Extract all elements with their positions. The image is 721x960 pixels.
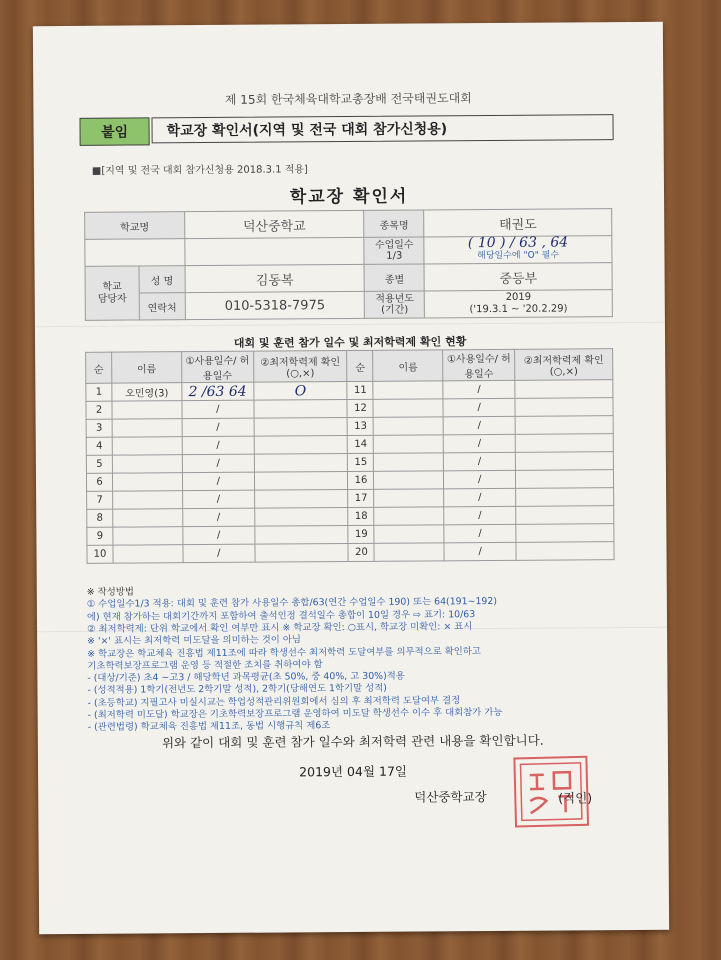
cell-days: / xyxy=(444,524,516,543)
cell-name xyxy=(112,401,182,419)
school-name: 덕산중학교 xyxy=(184,210,364,238)
cell-days: / xyxy=(443,434,515,453)
cell-no: 9 xyxy=(87,527,113,545)
cell-check xyxy=(254,526,348,545)
cell-days: / xyxy=(443,416,515,435)
cell-check xyxy=(515,452,613,471)
cell-no: 10 xyxy=(87,545,113,563)
cell-name xyxy=(113,509,183,527)
instruction-line: ※ 작성방법 xyxy=(86,586,134,598)
instruction-line: ※ '×' 표시는 최저학력 미도달을 의미하는 것이 아님 xyxy=(87,634,301,648)
cell-days: / xyxy=(182,436,254,455)
cell-name xyxy=(112,455,182,473)
cell-name xyxy=(113,491,183,509)
cell-no: 13 xyxy=(348,417,374,435)
status-caption: 대회 및 훈련 참가 일수 및 최저학력제 확인 현황 xyxy=(233,335,467,350)
signer: 덕산중학교장 xyxy=(414,789,487,805)
school-label: 학교명 xyxy=(85,212,185,240)
cell-check xyxy=(254,490,348,509)
cell-check xyxy=(515,416,613,435)
cell-check xyxy=(254,418,348,437)
category-label: 종별 xyxy=(364,264,424,291)
cell-no: 17 xyxy=(348,489,374,507)
instruction-line: 기초학력보장프로그램 운영 등 적절한 조치를 취하여야 함 xyxy=(87,659,323,672)
cell-check xyxy=(254,436,348,455)
header-days: ①사용일수/ 허용일수 xyxy=(181,351,253,383)
form-note: ■[지역 및 전국 대회 참가신청용 2018.3.1 적용] xyxy=(91,164,308,177)
header-name: 이름 xyxy=(112,352,182,383)
instruction-line: - (성적적용) 1학기(전년도 2학기말 성적), 2학기(당해연도 1학기말 성적) xyxy=(87,683,387,697)
sport-label: 종목명 xyxy=(364,210,424,237)
cell-check xyxy=(255,544,349,563)
confirm-text: 위와 같이 대회 및 훈련 참가 일수와 최저학력 관련 내용을 확인합니다. xyxy=(161,732,544,751)
attend-label: 수업일수 xyxy=(374,239,414,251)
period-value: ('19.3.1 ~ '20.2.29) xyxy=(469,303,568,316)
contact-value: 010-5318-7975 xyxy=(185,291,365,319)
cell-no: 20 xyxy=(348,543,374,561)
cell-days: / xyxy=(444,452,516,471)
year-value: 2019 xyxy=(505,291,532,303)
instruction-line: 에) 현재 참가하는 대회기간까지 포함하여 출석인정 결석일수 총합이 10일 경우 ⇨ 표기: 10/63 xyxy=(86,608,476,623)
cell-no: 3 xyxy=(86,419,112,437)
cell-days: / xyxy=(444,470,516,489)
header-no: 순 xyxy=(86,352,112,383)
instruction-line: ① 수업일수1/3 적용: 대회 및 훈련 참가 사용일수 총합/63(연간 수업일수 190) 또는 64(191~192) xyxy=(86,596,498,611)
attachment-label: 붙임 xyxy=(79,117,149,145)
cell-days: / xyxy=(444,506,516,525)
manager-label-2: 담당자 xyxy=(97,293,127,305)
cell-name xyxy=(112,419,182,437)
cell-name xyxy=(374,489,444,507)
cell-name xyxy=(374,507,444,525)
main-title: 학교장 확인서 xyxy=(289,186,409,208)
status-table xyxy=(85,348,614,564)
header-check: ②최저학력제 확인(○,×) xyxy=(253,351,347,383)
cell-no: 18 xyxy=(348,507,374,525)
header-days-2: ①사용일수/ 허용일수 xyxy=(443,349,515,381)
cell-name xyxy=(374,525,444,543)
cell-no: 8 xyxy=(87,509,113,527)
manager-label: 학교 xyxy=(102,281,122,293)
attend-note: 해당일수에 "O" 필수 xyxy=(477,250,560,262)
cell-name xyxy=(374,471,444,489)
cell-days: / xyxy=(182,418,254,437)
cell-name xyxy=(112,473,182,491)
header-no-2: 순 xyxy=(347,350,373,381)
cell-days: / xyxy=(182,454,254,473)
cell-check xyxy=(254,508,348,527)
cell-name xyxy=(113,545,183,563)
cell-days: / xyxy=(183,526,255,545)
header-check-2: ②최저학력제 확인(○,×) xyxy=(515,349,613,381)
contact-label: 연락처 xyxy=(139,293,185,320)
cell-name xyxy=(374,435,444,453)
attend-value: ( 10 ) / 63 , 64 xyxy=(467,234,569,252)
stamp-label: (직인) xyxy=(558,790,593,806)
year-label-2: (기간) xyxy=(381,304,409,316)
cell-name xyxy=(112,437,182,455)
table-row xyxy=(87,542,614,564)
year-label: 적용년도 xyxy=(375,293,414,305)
form-title: 학교장 확인서(지역 및 전국 대회 참가신청용) xyxy=(151,114,613,143)
cell-no: 16 xyxy=(348,471,374,489)
cell-check xyxy=(516,470,614,489)
cell-days: / xyxy=(182,400,254,419)
cell-days: / xyxy=(444,542,516,561)
cell-name xyxy=(374,453,444,471)
cell-check xyxy=(516,524,614,543)
cell-name: 오민영(3) xyxy=(112,383,182,401)
manager-name: 김동복 xyxy=(185,264,365,292)
cell-check xyxy=(516,488,614,507)
attend-label-ratio: 1/3 xyxy=(386,250,403,262)
cell-no: 4 xyxy=(86,437,112,455)
cell-days: / xyxy=(183,508,255,527)
instruction-line: - (초등학교) 지필고사 미실시교는 학업성적관리위원회에서 심의 후 최저학력 도달여부 결정 xyxy=(87,694,461,709)
cell-check xyxy=(254,472,348,491)
cell-name xyxy=(373,381,443,399)
cell-check xyxy=(515,398,613,417)
cell-no: 5 xyxy=(86,455,112,473)
cell-no: 12 xyxy=(347,399,373,417)
cell-check xyxy=(516,506,614,525)
cell-name xyxy=(373,399,443,417)
cell-name xyxy=(374,543,444,561)
cell-check xyxy=(254,400,348,419)
instruction-line: - (최저학력 미도달) 학교장은 기초학력보장프로그램 운영하여 미도달 학생선수 이수 후 대회참가 가능 xyxy=(87,706,503,721)
info-table xyxy=(84,208,613,321)
cell-days: / xyxy=(182,490,254,509)
cell-no: 15 xyxy=(348,453,374,471)
document-paper xyxy=(33,22,669,934)
event-title: 제 15회 한국체육대학교총장배 전국태권도대회 xyxy=(224,91,472,107)
cell-no: 1 xyxy=(86,383,112,401)
cell-days: / xyxy=(182,472,254,491)
instruction-line: - (대상/기준) 초4 ~고3 / 해당학년 과목평균(초 50%, 중 40%, 고 30%)적용 xyxy=(87,670,405,684)
cell-name xyxy=(374,417,444,435)
sport-value: 태권도 xyxy=(424,209,612,237)
cell-days: / xyxy=(443,398,515,417)
instruction-line: ※ 학교장은 학교체육 진흥법 제11조에 따라 학생선수 최저학력 도달여부를 의무적으로 확인하고 xyxy=(87,645,481,660)
instruction-line: ② 최저학력제: 단위 학교에서 확인 여부만 표시 ※ 학교장 확인: ○표시, 학교장 미확인: × 표시 xyxy=(87,621,473,635)
cell-no: 19 xyxy=(348,525,374,543)
cell-no: 7 xyxy=(87,491,113,509)
issue-date: 2019년 04월 17일 xyxy=(299,763,407,780)
cell-check: O xyxy=(253,382,347,401)
cell-days: / xyxy=(443,380,515,399)
cell-check xyxy=(515,434,613,453)
cell-no: 14 xyxy=(348,435,374,453)
cell-check xyxy=(515,380,613,399)
category-value: 중등부 xyxy=(424,263,612,291)
cell-name xyxy=(113,527,183,545)
cell-days: 2 /63 64 xyxy=(182,382,254,401)
cell-no: 11 xyxy=(347,381,373,399)
instruction-line: - (관련법령) 학교체육 진흥법 제11조, 동법 시행규칙 제6조 xyxy=(87,720,331,734)
cell-check xyxy=(254,454,348,473)
cell-check xyxy=(516,542,614,561)
cell-no: 6 xyxy=(86,473,112,491)
cell-days: / xyxy=(444,488,516,507)
cell-no: 2 xyxy=(86,401,112,419)
header-name-2: 이름 xyxy=(373,350,443,381)
cell-days: / xyxy=(183,544,255,563)
name-label: 성 명 xyxy=(139,266,185,293)
